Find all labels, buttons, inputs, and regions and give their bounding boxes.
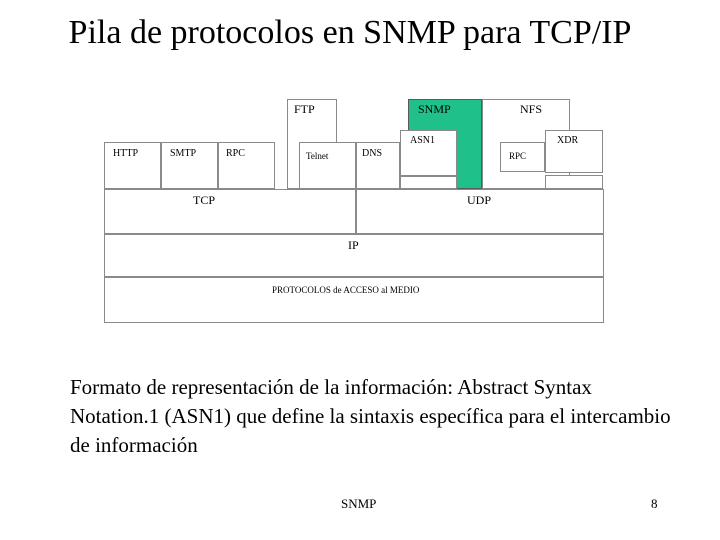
- rpc-left-label: RPC: [226, 148, 245, 159]
- caption-text: Formato de representación de la información: Abstract Syntax Notation.1 (ASN1) que define la sintaxis específica para el intercambio de información: [70, 375, 671, 457]
- asn1-label: ASN1: [410, 135, 436, 146]
- tcp-label: TCP: [193, 193, 216, 207]
- ip-label: IP: [348, 238, 359, 252]
- slide-title: Pila de protocolos en SNMP para TCP/IP: [68, 14, 632, 51]
- medium-access-label: PROTOCOLOS de ACCESO al MEDIO: [272, 285, 420, 295]
- http-label: HTTP: [113, 148, 138, 159]
- nfs-label: NFS: [520, 102, 543, 116]
- xdr-lower-bar: [545, 175, 603, 189]
- dns-label: DNS: [362, 148, 383, 159]
- footer-text: SNMP: [341, 496, 377, 511]
- udp-label: UDP: [467, 193, 492, 207]
- asn1-lower-bar: [400, 176, 457, 189]
- snmp-label: SNMP: [418, 102, 451, 116]
- smtp-label: SMTP: [170, 148, 197, 159]
- page-number: 8: [651, 496, 658, 511]
- xdr-label: XDR: [557, 135, 579, 146]
- telnet-label: Telnet: [306, 151, 329, 161]
- tcp-box: [104, 189, 356, 234]
- rpc-right-label: RPC: [509, 151, 527, 161]
- ftp-label: FTP: [294, 102, 315, 116]
